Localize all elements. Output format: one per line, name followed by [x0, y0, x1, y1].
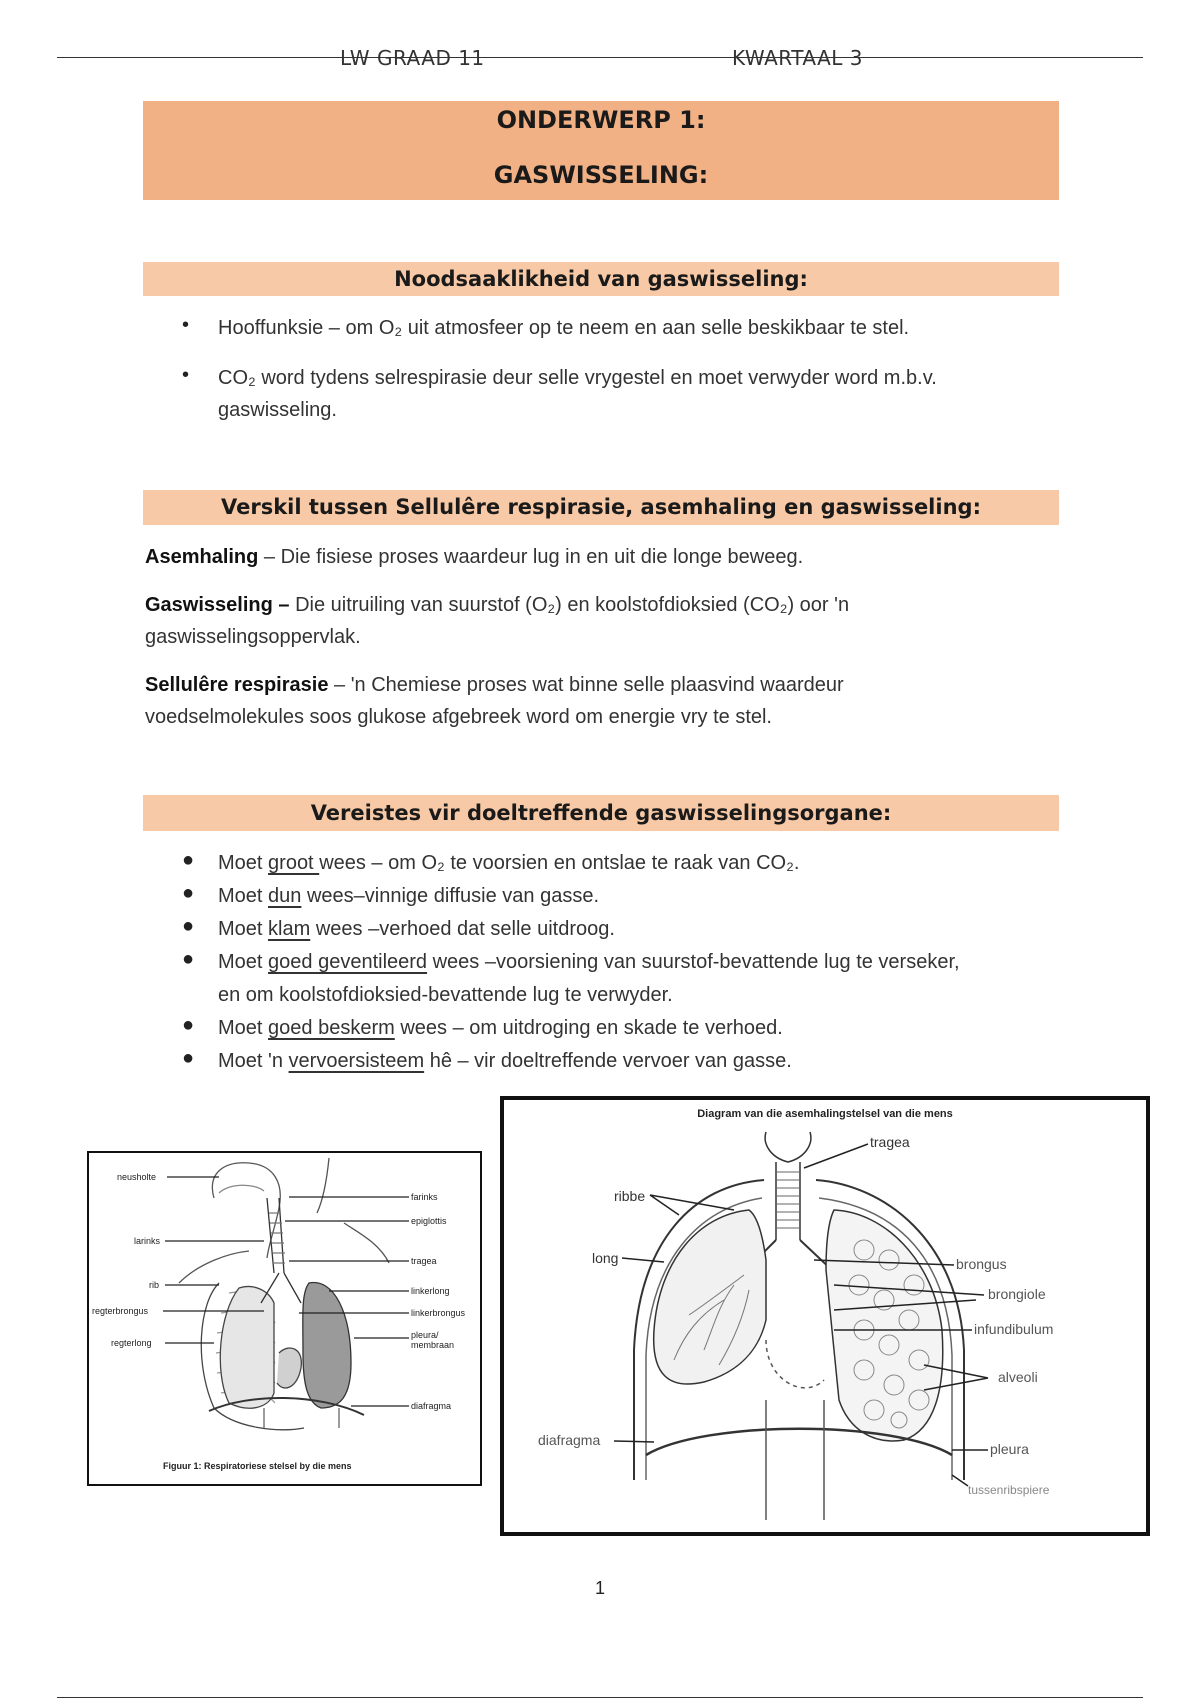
requirement-keyword: dun	[268, 885, 302, 907]
figure-2-diagram	[504, 1100, 1146, 1532]
label-diafragma: diafragma	[538, 1432, 601, 1448]
requirement-text: wees –voorsiening van suurstof-bevattende lug te verseker,	[427, 951, 960, 973]
definition-text: Die uitruiling van suurstof (O₂) en koolstofdioksied (CO₂) oor 'n	[289, 594, 850, 616]
footer-rule	[57, 1697, 1143, 1698]
label-ribbe: ribbe	[614, 1188, 646, 1204]
section-3-title: Vereistes vir doeltreffende gaswisselingsorgane:	[310, 801, 892, 825]
figure-2-breathing-system	[500, 1096, 1150, 1536]
definition-gas-exchange-cont: gaswisselingsoppervlak.	[145, 626, 361, 648]
requirement-prefix: Moet	[218, 852, 269, 874]
label-larinks: larinks	[134, 1236, 161, 1246]
requirement-prefix: Moet	[218, 918, 269, 940]
section-heading-differences	[143, 490, 1059, 525]
bullet-dot: ●	[182, 849, 195, 871]
definition-text: – Die fisiese proses waardeur lug in en uit die longe beweeg.	[258, 546, 804, 568]
requirement-keyword: groot	[268, 852, 320, 874]
requirement-keyword: vervoersisteem	[288, 1050, 425, 1072]
term-gas-exchange: Gaswisseling –	[145, 594, 290, 616]
definition-cellular-respiration	[145, 669, 844, 701]
label-long: long	[592, 1250, 619, 1266]
requirement-protected	[218, 1012, 783, 1044]
label-tragea: tragea	[870, 1134, 910, 1150]
requirement-text: wees–vinnige diffusie van gasse.	[301, 885, 600, 907]
label-rib: rib	[149, 1280, 160, 1290]
label-alveoli: alveoli	[998, 1369, 1038, 1385]
requirement-ventilated	[218, 946, 960, 978]
figure-2-title: Diagram van die asemhalingstelsel van die mens	[697, 1108, 953, 1120]
label-brongus: brongus	[956, 1256, 1007, 1272]
label-linkerbrongus: linkerbrongus	[411, 1308, 466, 1318]
requirement-thin	[218, 880, 599, 912]
bullet-dot: •	[182, 314, 190, 336]
section-heading-requirements	[143, 795, 1059, 831]
label-epiglottis: epiglottis	[411, 1216, 447, 1226]
definition-breathing	[145, 541, 803, 573]
label-neusholte: neusholte	[117, 1172, 157, 1182]
topic-line-1: ONDERWERP 1:	[496, 106, 706, 134]
label-farinks: farinks	[411, 1192, 438, 1202]
section-2-title: Verskil tussen Sellulêre respirasie, asemhaling en gaswisseling:	[221, 495, 981, 519]
head-outline	[212, 1163, 280, 1258]
topic-banner	[143, 101, 1059, 200]
bullet-dot: ●	[182, 1047, 195, 1069]
label-tussenribspiere: tussenribspiere	[968, 1483, 1050, 1497]
label-regterbrongus: regterbrongus	[92, 1306, 149, 1316]
requirement-keyword: klam	[268, 918, 311, 940]
definition-cellular-respiration-cont: voedselmolekules soos glukose afgebreek word om energie vry te stel.	[145, 706, 772, 728]
label-linkerlong: linkerlong	[411, 1286, 450, 1296]
figure-1-respiratory-system	[87, 1151, 482, 1486]
requirement-text: wees – om uitdroging en skade te verhoed.	[394, 1017, 783, 1039]
header-term: KWARTAAL 3	[732, 46, 864, 70]
bullet-dot: •	[182, 364, 190, 386]
lung-right-shape	[826, 1210, 943, 1441]
topic-line-2: GASWISSELING:	[493, 161, 709, 189]
requirement-transport	[218, 1045, 792, 1077]
right-lung-shape	[220, 1286, 274, 1408]
larynx-shape	[765, 1132, 811, 1162]
label-membraan: membraan	[411, 1340, 455, 1350]
requirement-prefix: Moet	[218, 1017, 269, 1039]
term-breathing: Asemhaling	[145, 546, 259, 568]
label-tragea: tragea	[411, 1256, 437, 1266]
requirement-prefix: Moet 'n	[218, 1050, 289, 1072]
label-regterlong: regterlong	[111, 1338, 152, 1348]
label-diafragma: diafragma	[411, 1401, 452, 1411]
requirement-text: wees – om O₂ te voorsien en ontslae te raak van CO₂.	[319, 852, 800, 874]
label-infundibulum: infundibulum	[974, 1321, 1054, 1337]
header-grade: LW GRAAD 11	[340, 46, 485, 70]
requirement-moist	[218, 913, 615, 945]
lung-left-shape	[654, 1210, 766, 1384]
necessity-point-1: Hooffunksie – om O₂ uit atmosfeer op te neem en aan selle beskikbaar te stel.	[218, 317, 910, 339]
requirement-large	[218, 847, 799, 879]
requirement-prefix: Moet	[218, 885, 269, 907]
label-pleura: pleura	[990, 1441, 1029, 1457]
term-cellular-respiration: Sellulêre respirasie	[145, 674, 329, 696]
definition-text: – 'n Chemiese proses wat binne selle plaasvind waardeur	[328, 674, 844, 696]
requirement-keyword: goed geventileerd	[268, 951, 428, 973]
bullet-dot: ●	[182, 1014, 195, 1036]
bullet-dot: ●	[182, 882, 195, 904]
label-brongiole: brongiole	[988, 1286, 1046, 1302]
figure-1-caption: Figuur 1: Respiratoriese stelsel by die mens	[163, 1461, 352, 1471]
requirement-text: hê – vir doeltreffende vervoer van gasse.	[424, 1050, 792, 1072]
left-lung-shape	[303, 1283, 351, 1408]
page-number: 1	[594, 1578, 605, 1598]
necessity-point-2-cont: gaswisseling.	[218, 399, 337, 421]
header-rule	[57, 57, 1143, 58]
section-heading-necessity	[143, 262, 1059, 296]
necessity-point-2: CO₂ word tydens selrespirasie deur selle vrygestel en moet verwyder word m.b.v.	[218, 367, 937, 389]
requirement-ventilated-cont: en om koolstofdioksied-bevattende lug te verwyder.	[218, 984, 673, 1006]
requirement-text: wees –verhoed dat selle uitdroog.	[310, 918, 615, 940]
definition-gas-exchange	[145, 589, 849, 621]
requirement-prefix: Moet	[218, 951, 269, 973]
figure-1-diagram	[89, 1153, 480, 1484]
bullet-dot: ●	[182, 948, 195, 970]
label-pleura: pleura/	[411, 1330, 439, 1340]
section-1-title: Noodsaaklikheid van gaswisseling:	[394, 267, 808, 291]
requirement-keyword: goed beskerm	[268, 1017, 395, 1039]
bullet-dot: ●	[182, 915, 195, 937]
